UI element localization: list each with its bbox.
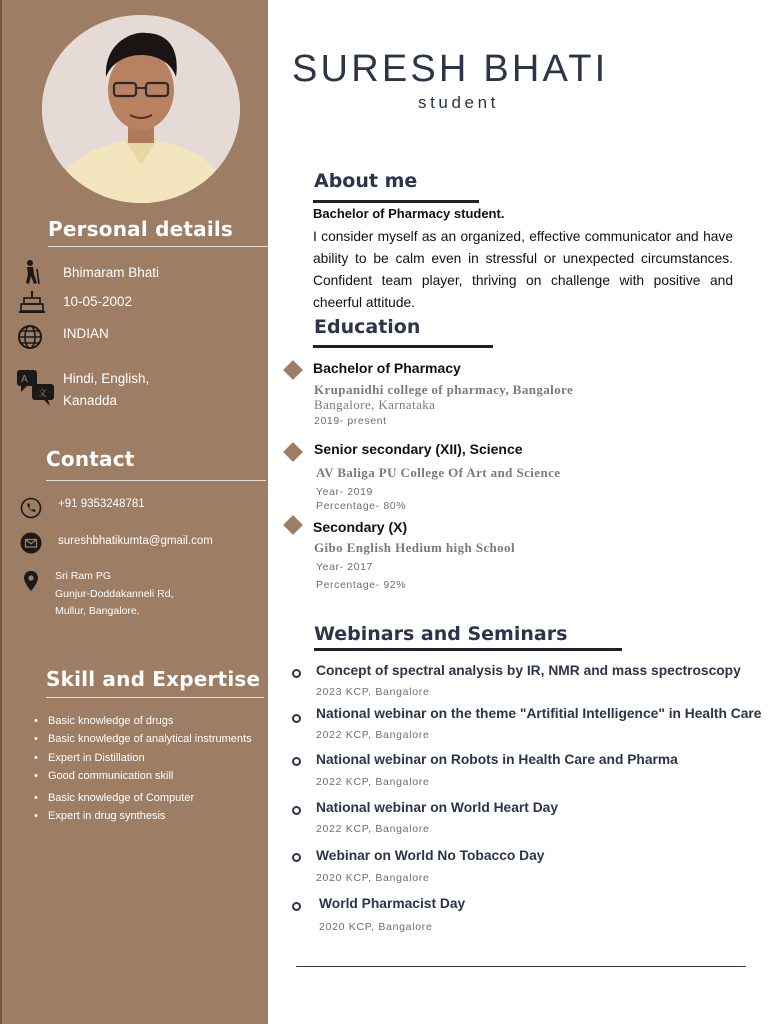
education-school: Krupanidhi college of pharmacy, Bangalore — [314, 382, 574, 397]
webinar-title: Concept of spectral analysis by IR, NMR and mass spectroscopy — [316, 663, 741, 678]
skills-rule — [46, 697, 264, 698]
about-degree: Bachelor of Pharmacy student. — [313, 206, 505, 221]
webinar-title: National webinar on the theme "Artifitial Intelligence" in Health Care — [316, 706, 762, 721]
profile-photo — [42, 15, 240, 203]
education-rule — [313, 345, 493, 348]
education-title: Senior secondary (XII), Science — [314, 441, 523, 457]
education-bullet — [283, 360, 303, 380]
about-summary: I consider myself as an organized, effective communicator and have ability to be calm even in stressful or unexpected circumstances. Confident team player, thriving on challenge with positive and cheerful attitude. — [313, 229, 733, 310]
education-title: Secondary (X) — [313, 519, 408, 535]
personal-name: Bhimaram Bhati — [63, 265, 160, 280]
about-heading: About me — [314, 170, 418, 192]
skill-item: • Good communication skill — [30, 767, 275, 785]
webinar-meta: 2022 KCP, Bangalore — [316, 776, 430, 788]
contact-phone[interactable]: +91 9353248781 — [58, 498, 145, 510]
personal-nationality: INDIAN — [63, 326, 109, 341]
webinars-heading: Webinars and Seminars — [314, 623, 568, 645]
education-heading: Education — [314, 316, 421, 338]
candidate-name: SURESH BHATI — [292, 48, 609, 90]
person-walking-icon — [19, 259, 45, 285]
education-school: AV Baliga PU College Of Art and Science — [316, 465, 561, 480]
footer-rule — [296, 966, 746, 967]
contact-address — [55, 568, 173, 621]
email-icon — [20, 532, 42, 554]
webinar-title: World Pharmacist Day — [319, 896, 466, 911]
personal-details-heading: Personal details — [48, 217, 234, 241]
webinar-title: National webinar on Robots in Health Care and Pharma — [316, 752, 678, 767]
webinar-meta: 2020 KCP, Bangalore — [316, 872, 430, 884]
webinar-bullet — [292, 853, 301, 862]
webinar-title: National webinar on World Heart Day — [316, 800, 558, 815]
webinar-bullet — [292, 669, 301, 678]
globe-icon — [17, 324, 43, 350]
sidebar — [0, 0, 268, 1024]
languages-icon — [16, 368, 56, 408]
skills-list — [30, 712, 275, 826]
webinar-meta: 2022 KCP, Bangalore — [316, 729, 430, 741]
address-line: Mullur, Bangalore. — [55, 605, 140, 617]
contact-rule — [46, 480, 266, 481]
svg-text:文: 文 — [38, 389, 48, 399]
contact-heading: Contact — [46, 447, 135, 471]
education-percentage: Percentage- 80% — [316, 500, 407, 512]
education-year: Year- 2019 — [316, 486, 373, 498]
personal-details-rule — [48, 246, 268, 247]
candidate-role: student — [418, 93, 499, 112]
skill-item: • Expert in drug synthesis — [30, 807, 275, 825]
webinar-meta: 2023 KCP, Bangalore — [316, 686, 430, 698]
skill-item: • Basic knowledge of drugs — [30, 712, 275, 730]
skill-item: • Basic knowledge of Computer — [30, 789, 275, 807]
education-year: 2019- present — [314, 415, 387, 427]
education-bullet — [283, 515, 303, 535]
webinar-bullet — [292, 902, 301, 911]
education-location: Bangalore, Karnataka — [314, 397, 436, 412]
phone-icon — [20, 497, 42, 519]
education-bullet — [283, 442, 303, 462]
webinar-bullet — [292, 806, 301, 815]
skill-item: • Basic knowledge of analytical instruments — [30, 730, 275, 748]
webinars-rule — [314, 648, 622, 651]
address-line: Gunjur-Doddakanneli Rd, — [55, 587, 174, 600]
webinar-meta: 2022 KCP, Bangalore — [316, 823, 430, 835]
education-title: Bachelor of Pharmacy — [313, 360, 461, 376]
education-school: Gibo English Hedium high School — [314, 540, 515, 555]
address-line: Sri Ram PG — [55, 570, 112, 582]
personal-dob: 10-05-2002 — [63, 294, 133, 309]
location-pin-icon — [20, 570, 42, 592]
webinar-title: Webinar on World No Tobacco Day — [316, 848, 545, 863]
education-percentage: Percentage- 92% — [316, 579, 407, 591]
about-rule — [313, 200, 479, 203]
education-year: Year- 2017 — [316, 561, 373, 573]
personal-languages: Hindi, English, Kanadda — [63, 371, 150, 408]
webinar-bullet — [292, 714, 301, 723]
svg-text:A: A — [21, 374, 28, 385]
skills-heading: Skill and Expertise — [46, 667, 261, 691]
skill-item: • Expert in Distillation — [30, 749, 275, 767]
contact-email[interactable]: sureshbhatikumta@gmail.com — [58, 535, 213, 547]
webinar-meta: 2020 KCP, Bangalore — [319, 921, 433, 933]
webinar-bullet — [292, 757, 301, 766]
birthday-cake-icon — [19, 289, 45, 315]
